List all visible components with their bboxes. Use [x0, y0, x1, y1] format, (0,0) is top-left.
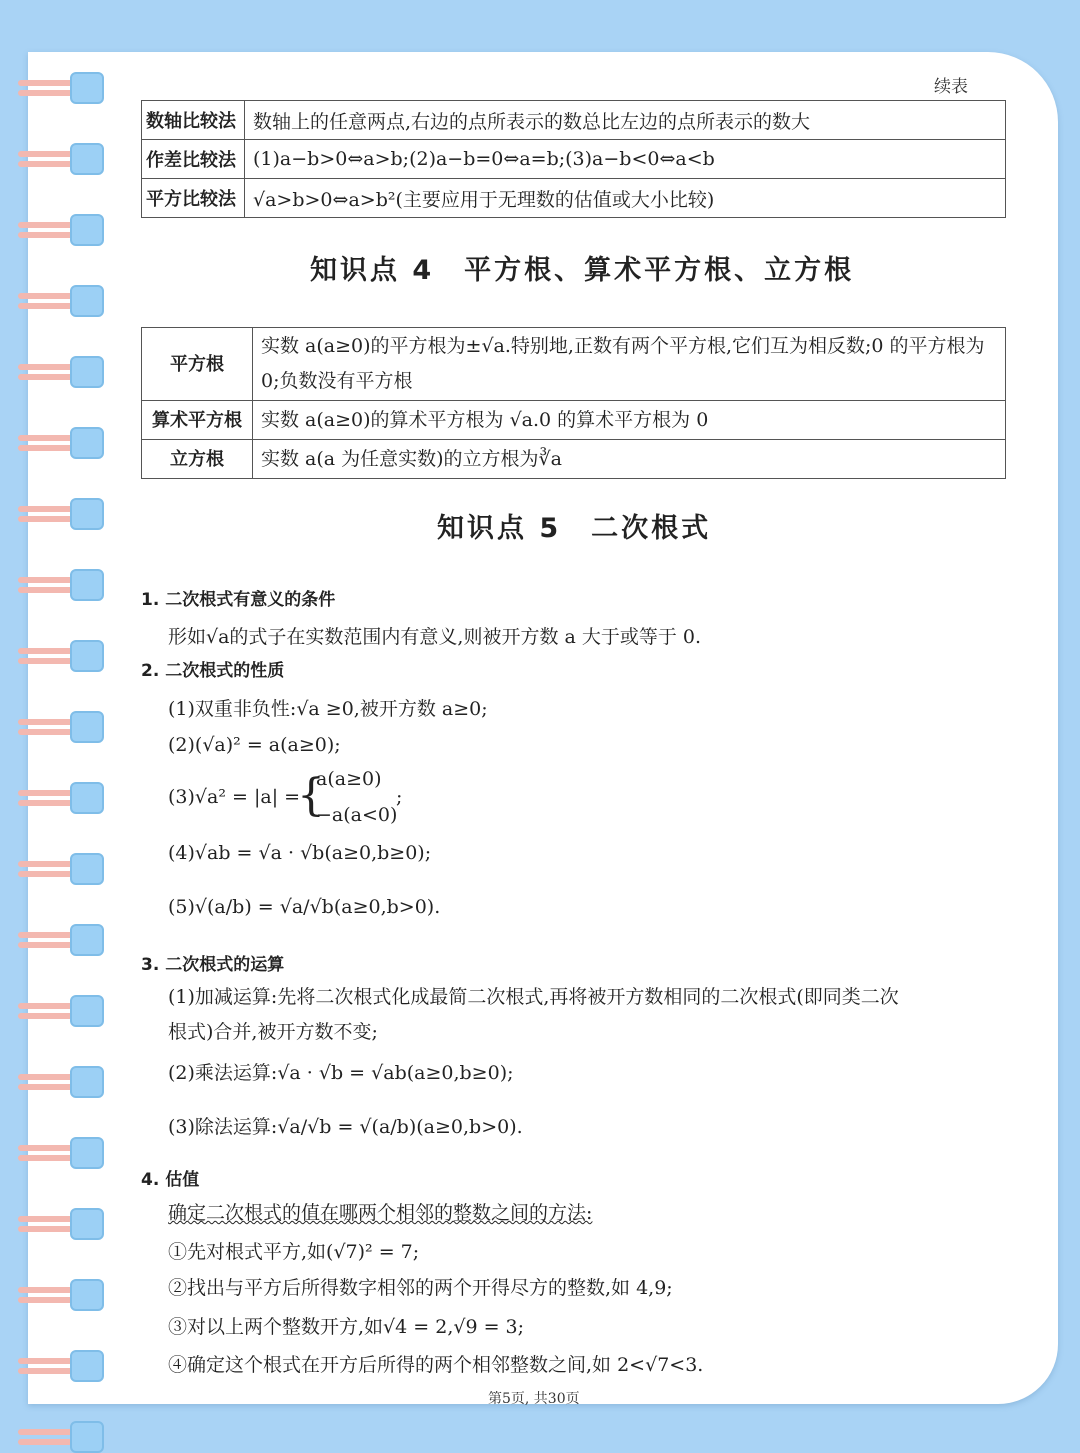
binding-ring — [18, 1421, 108, 1453]
concept-name: 立方根 — [142, 440, 253, 479]
property-3-case-1: a(a≥0) — [316, 768, 382, 790]
binding-ring — [18, 72, 108, 104]
item-4-title: 4. 估值 — [141, 1170, 200, 1190]
method-name: 作差比较法 — [142, 140, 245, 179]
property-1: (1)双重非负性:√a ≥0,被开方数 a≥0; — [168, 698, 488, 720]
item-3-title: 3. 二次根式的运算 — [141, 955, 285, 975]
binding-ring — [18, 853, 108, 885]
comparison-methods-table — [141, 100, 1006, 218]
property-3-end: ; — [396, 786, 403, 808]
operation-3: (3)除法运算:√a/√b = √(a/b)(a≥0,b>0). — [168, 1116, 523, 1138]
operation-2: (2)乘法运算:√a · √b = √ab(a≥0,b≥0); — [168, 1062, 514, 1084]
concept-desc: 实数 a(a≥0)的算术平方根为 √a.0 的算术平方根为 0 — [253, 401, 1006, 440]
concept-desc: 实数 a(a≥0)的平方根为±√a.特别地,正数有两个平方根,它们互为相反数;0 的平方根为 0;负数没有平方根 — [253, 328, 1006, 401]
property-3-left: (3)√a² = |a| = — [168, 786, 301, 808]
method-name: 数轴比较法 — [142, 101, 245, 140]
estimation-step-3: ③对以上两个整数开方,如√4 = 2,√9 = 3; — [168, 1316, 525, 1338]
page-number: 第5页, 共30页 — [488, 1391, 580, 1407]
binding-ring — [18, 285, 108, 317]
binding-ring — [18, 640, 108, 672]
binding-ring — [18, 1350, 108, 1382]
table-row — [142, 179, 1006, 218]
binding-ring — [18, 711, 108, 743]
estimation-lead: 确定二次根式的值在哪两个相邻的整数之间的方法: — [168, 1202, 593, 1224]
concept-name: 算术平方根 — [142, 401, 253, 440]
binding-ring — [18, 995, 108, 1027]
binding-ring — [18, 1279, 108, 1311]
method-desc: √a>b>0⇔a>b²(主要应用于无理数的估值或大小比较) — [245, 179, 1006, 218]
section-4-title: 知识点 4 平方根、算术平方根、立方根 — [310, 255, 855, 286]
roots-table — [141, 327, 1006, 479]
estimation-step-4: ④确定这个根式在开方后所得的两个相邻整数之间,如 2<√7<3. — [168, 1354, 704, 1376]
method-name: 平方比较法 — [142, 179, 245, 218]
estimation-step-1: ①先对根式平方,如(√7)² = 7; — [168, 1241, 420, 1263]
section-5-title: 知识点 5 二次根式 — [437, 513, 712, 544]
property-3-case-2: −a(a<0) — [316, 804, 398, 826]
binding-ring — [18, 569, 108, 601]
concept-name: 平方根 — [142, 328, 253, 401]
binding-ring — [18, 356, 108, 388]
item-1-title: 1. 二次根式有意义的条件 — [141, 590, 336, 610]
binding-ring — [18, 214, 108, 246]
table-row — [142, 140, 1006, 179]
property-5: (5)√(a/b) = √a/√b(a≥0,b>0). — [168, 896, 441, 918]
binding-ring — [18, 498, 108, 530]
operation-1-line-1: (1)加减运算:先将二次根式化成最简二次根式,再将被开方数相同的二次根式(即同类二次 — [168, 986, 899, 1008]
table-row — [142, 440, 1006, 479]
binding-ring — [18, 1208, 108, 1240]
table-row — [142, 401, 1006, 440]
left-brace: { — [297, 770, 325, 821]
property-2: (2)(√a)² = a(a≥0); — [168, 734, 341, 756]
item-2-title: 2. 二次根式的性质 — [141, 661, 285, 681]
spiral-binding — [0, 0, 120, 1449]
binding-ring — [18, 1137, 108, 1169]
method-desc: 数轴上的任意两点,右边的点所表示的数总比左边的点所表示的数大 — [245, 101, 1006, 140]
table-row — [142, 328, 1006, 401]
binding-ring — [18, 427, 108, 459]
operation-1-line-2: 根式)合并,被开方数不变; — [168, 1021, 378, 1043]
method-desc: (1)a−b>0⇔a>b;(2)a−b=0⇔a=b;(3)a−b<0⇔a<b — [245, 140, 1006, 179]
binding-ring — [18, 143, 108, 175]
table-row — [142, 101, 1006, 140]
binding-ring — [18, 1066, 108, 1098]
binding-ring — [18, 782, 108, 814]
binding-ring — [18, 924, 108, 956]
item-1-text: 形如√a的式子在实数范围内有意义,则被开方数 a 大于或等于 0. — [168, 626, 702, 648]
estimation-step-2: ②找出与平方后所得数字相邻的两个开得尽方的整数,如 4,9; — [168, 1277, 673, 1299]
property-4: (4)√ab = √a · √b(a≥0,b≥0); — [168, 842, 432, 864]
concept-desc: 实数 a(a 为任意实数)的立方根为∛a — [253, 440, 1006, 479]
continued-label: 续表 — [934, 77, 968, 97]
